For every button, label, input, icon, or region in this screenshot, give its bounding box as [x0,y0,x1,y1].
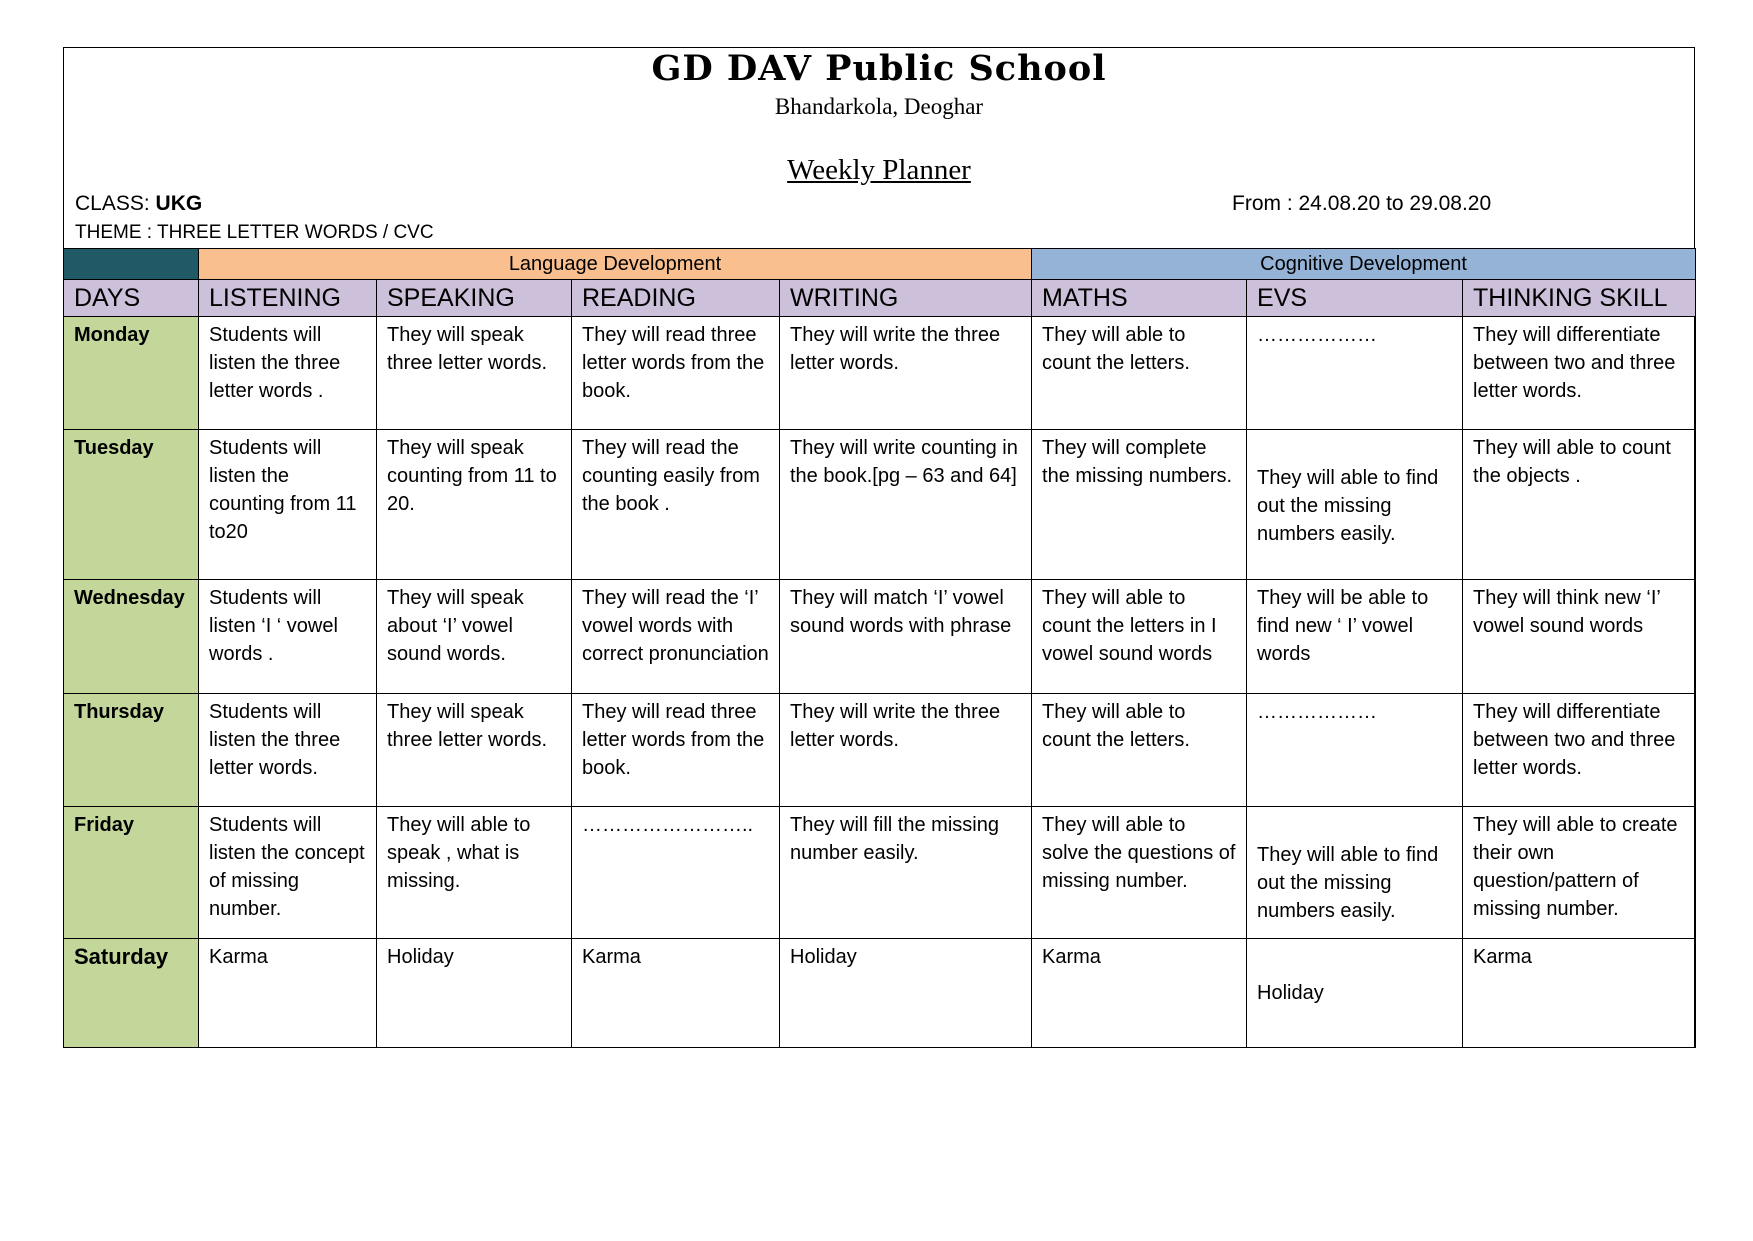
cell-friday-speaking: They will able to speak , what is missing. [377,807,572,938]
cell-thursday-listening: Students will listen the three letter words. [199,693,377,806]
day-wednesday: Wednesday [64,580,199,693]
cell-saturday-reading: Karma [572,938,780,1047]
theme-line: THEME : THREE LETTER WORDS / CVC [75,222,434,243]
cell-wednesday-thinking: They will think new ‘I’ vowel sound words [1463,580,1696,693]
col-header-evs: EVS [1247,280,1463,317]
school-name: GD DAV Public School [651,48,1107,89]
group-language-development: Language Development [199,249,1032,280]
cell-wednesday-evs: They will be able to find new ‘ I’ vowel words [1247,580,1463,693]
day-saturday: Saturday [64,938,199,1047]
day-thursday: Thursday [64,693,199,806]
cell-monday-speaking: They will speak three letter words. [377,317,572,429]
col-header-speaking: SPEAKING [377,280,572,317]
row-monday [64,317,1696,429]
group-band-row [64,249,1696,280]
col-header-maths: MATHS [1032,280,1247,317]
class-line [75,192,202,216]
cell-monday-thinking: They will differentiate between two and three letter words. [1463,317,1696,429]
cell-thursday-speaking: They will speak three letter words. [377,693,572,806]
planner-title [63,154,1695,187]
col-header-days: DAYS [64,280,199,317]
date-range: From : 24.08.20 to 29.08.20 [1232,192,1492,215]
cell-thursday-thinking: They will differentiate between two and three letter words. [1463,693,1696,806]
cell-friday-listening: Students will listen the concept of missing number. [199,807,377,938]
row-thursday [64,693,1696,806]
day-tuesday: Tuesday [64,429,199,580]
cell-tuesday-evs: They will able to find out the missing numbers easily. [1247,429,1463,580]
cell-wednesday-listening: Students will listen ‘I ‘ vowel words . [199,580,377,693]
row-saturday [64,938,1696,1047]
cell-monday-writing: They will write the three letter words. [780,317,1032,429]
cell-saturday-thinking: Karma [1463,938,1696,1047]
cell-thursday-evs: ……………… [1247,693,1463,806]
cell-saturday-speaking: Holiday [377,938,572,1047]
cell-wednesday-reading: They will read the ‘I’ vowel words with correct pronunciation [572,580,780,693]
class-value: UKG [155,192,203,215]
weekly-planner-table [63,248,1696,1048]
cell-monday-evs: ……………… [1247,317,1463,429]
cell-tuesday-thinking: They will able to count the objects . [1463,429,1696,580]
school-address: Bhandarkola, Deoghar [774,94,984,119]
cell-thursday-maths: They will able to count the letters. [1032,693,1247,806]
column-header-row [64,280,1696,317]
cell-tuesday-writing: They will write counting in the book.[pg – 63 and 64] [780,429,1032,580]
band-days-spacer [64,249,199,280]
col-header-listening: LISTENING [199,280,377,317]
day-monday: Monday [64,317,199,429]
cell-tuesday-listening: Students will listen the counting from 11 to20 [199,429,377,580]
cell-friday-evs: They will able to find out the missing numbers easily. [1247,807,1463,938]
cell-saturday-maths: Karma [1032,938,1247,1047]
cell-tuesday-reading: They will read the counting easily from the book . [572,429,780,580]
cell-wednesday-writing: They will match ‘I’ vowel sound words with phrase [780,580,1032,693]
cell-saturday-listening: Karma [199,938,377,1047]
cell-tuesday-maths: They will complete the missing numbers. [1032,429,1247,580]
cell-wednesday-maths: They will able to count the letters in I vowel sound words [1032,580,1247,693]
row-tuesday [64,429,1696,580]
day-friday: Friday [64,807,199,938]
cell-friday-thinking: They will able to create their own question/pattern of missing number. [1463,807,1696,938]
planner-title-text: Weekly Planner [787,154,971,186]
row-friday [64,807,1696,938]
cell-friday-reading: …………………….. [572,807,780,938]
cell-thursday-reading: They will read three letter words from the book. [572,693,780,806]
cell-tuesday-speaking: They will speak counting from 11 to 20. [377,429,572,580]
cell-monday-reading: They will read three letter words from the book. [572,317,780,429]
cell-monday-listening: Students will listen the three letter words . [199,317,377,429]
col-header-writing: WRITING [780,280,1032,317]
col-header-reading: READING [572,280,780,317]
cell-monday-maths: They will able to count the letters. [1032,317,1247,429]
cell-saturday-evs: Holiday [1247,938,1463,1047]
cell-friday-maths: They will able to solve the questions of missing number. [1032,807,1247,938]
class-label: CLASS: [75,192,156,215]
cell-wednesday-speaking: They will speak about ‘I’ vowel sound words. [377,580,572,693]
cell-friday-writing: They will fill the missing number easily. [780,807,1032,938]
row-wednesday [64,580,1696,693]
col-header-thinking-skill: THINKING SKILL [1463,280,1696,317]
cell-thursday-writing: They will write the three letter words. [780,693,1032,806]
cell-saturday-writing: Holiday [780,938,1032,1047]
group-cognitive-development: Cognitive Development [1032,249,1696,280]
